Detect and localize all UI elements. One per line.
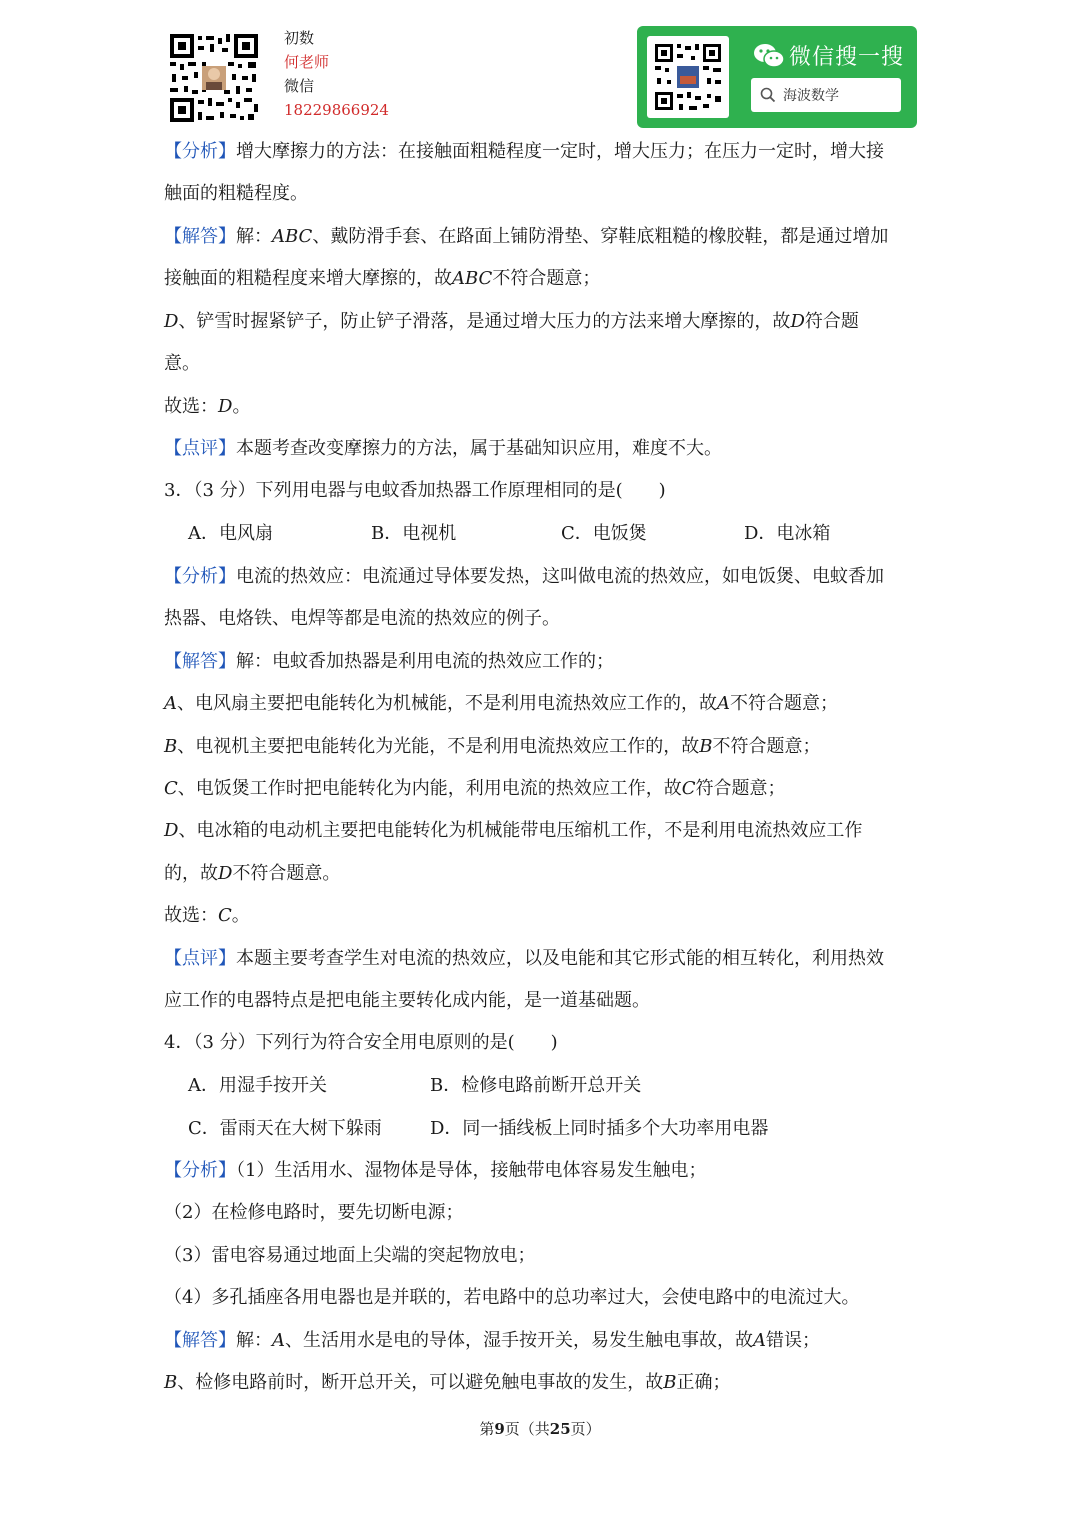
text: 的，故 [164, 863, 218, 884]
q3-stem: 3．（3 分）下列用电器与电蚊香加热器工作原理相同的是( ) [164, 480, 666, 501]
wechat-search-input[interactable] [751, 78, 901, 112]
text: 不符合题意。 [232, 863, 341, 884]
q3-answer-d-line-1 [164, 818, 862, 844]
text: 、铲雪时握紧铲子，防止铲子滑落，是通过增大压力的方法来增大摩擦的，故 [178, 311, 791, 332]
math-var: B [663, 1372, 677, 1393]
math-var: C [164, 778, 178, 799]
wechat-icon [753, 42, 785, 70]
math-var: D [218, 863, 233, 884]
math-var: A [753, 1330, 766, 1351]
q4-analysis-line-3: （3）雷电容易通过地面上尖端的突起物放电； [164, 1245, 536, 1266]
footer-text: 第 [479, 1420, 495, 1438]
math-var: B [699, 736, 713, 757]
q3-option-d: D．电冰箱 [744, 523, 831, 544]
q4-option-d: D．同一插线板上同时插多个大功率用电器 [430, 1118, 769, 1139]
q2-analysis-line-1 [164, 139, 884, 165]
q4-option-b: B．检修电路前断开总开关 [430, 1075, 642, 1096]
text: 错误； [766, 1330, 820, 1351]
text: 触面的粗糙程度。 [164, 183, 308, 204]
contact-phone: 18229866924 [284, 101, 389, 119]
q2-comment [164, 436, 722, 462]
text: 不符合题意； [712, 736, 821, 757]
math-var: D [790, 311, 805, 332]
q3-analysis-line-2: 热器、电烙铁、电焊等都是电流的热效应的例子。 [164, 608, 560, 629]
tag-answer: 【解答】 [164, 1330, 236, 1351]
text: 、电冰箱的电动机主要把电能转化为机械能带电压缩机工作，不是利用电流热效应工作 [178, 820, 863, 841]
text: 意。 [164, 353, 200, 374]
math-var: C [681, 778, 696, 799]
text: 。 [231, 905, 250, 926]
wechat-search-title [753, 40, 904, 71]
q4-stem: 4．（3 分）下列行为符合安全用电原则的是( ) [164, 1032, 558, 1053]
text: 符合题意； [695, 778, 786, 799]
text: 、戴防滑手套、在路面上铺防滑垫、穿鞋底粗糙的橡胶鞋，都是通过增加 [312, 226, 889, 247]
q3-answer-a [164, 691, 838, 717]
tag-analysis: 【分析】 [164, 1160, 236, 1181]
q3-answer-d-line-2 [164, 861, 340, 887]
text: （1）生活用水、湿物体是导体，接触带电体容易发生触电； [236, 1160, 707, 1181]
search-icon [760, 87, 776, 103]
q3-comment-line-1 [164, 946, 884, 972]
wechat-search-banner[interactable] [637, 26, 917, 128]
text: 解：电蚊香加热器是利用电流的热效应工作的； [236, 651, 614, 672]
text: 解： [236, 226, 272, 247]
q3-answer-line-1 [164, 649, 614, 675]
text: 本题考查改变摩擦力的方法，属于基础知识应用，难度不大。 [236, 438, 722, 459]
q4-answer-line-1 [164, 1328, 820, 1354]
math-var: D [164, 820, 179, 841]
q2-choose [164, 394, 250, 420]
math-var: A [164, 693, 177, 714]
tag-analysis: 【分析】 [164, 566, 236, 587]
text: 故选： [164, 396, 218, 417]
text: 。 [232, 396, 251, 417]
tag-comment: 【点评】 [164, 438, 236, 459]
q3-answer-c [164, 776, 786, 802]
tag-analysis: 【分析】 [164, 141, 236, 162]
math-var: D [218, 396, 233, 417]
math-var: A [272, 1330, 285, 1351]
text: 、生活用水是电的导体，湿手按开关，易发生触电事故，故 [285, 1330, 753, 1351]
contact-line-2: 何老师 [284, 53, 330, 71]
footer-text: 页） [570, 1420, 601, 1438]
text: 正确； [676, 1372, 731, 1393]
math-var: C [218, 905, 232, 926]
math-var: B [164, 1372, 178, 1393]
q2-analysis-line-2 [164, 181, 308, 207]
total-pages: 25 [549, 1420, 571, 1438]
q3-answer-b [164, 734, 820, 760]
text: 符合题 [804, 311, 859, 332]
q4-analysis-line-2: （2）在检修电路时，要先切断电源； [164, 1202, 464, 1223]
footer-text: 页（共 [504, 1420, 550, 1438]
math-var: B [164, 736, 178, 757]
contact-line-3: 微信 [284, 77, 315, 95]
text: 增大摩擦力的方法：在接触面粗糙程度一定时，增大压力；在压力一定时，增大接 [236, 141, 884, 162]
q3-option-c: C．电饭煲 [561, 523, 647, 544]
q4-option-a: A．用湿手按开关 [188, 1075, 327, 1096]
page-footer [0, 1418, 1080, 1439]
math-var: ABC [452, 268, 493, 289]
text: 电流的热效应：电流通过导体要发热，这叫做电流的热效应，如电饭煲、电蚊香加 [236, 566, 884, 587]
q2-answer-line-3 [164, 309, 859, 335]
tag-comment: 【点评】 [164, 948, 236, 969]
text: 不符合题意； [492, 268, 601, 289]
math-var: D [164, 311, 179, 332]
text: 、电视机主要把电能转化为光能，不是利用电流热效应工作的，故 [177, 736, 700, 757]
q3-comment-line-2: 应工作的电器特点是把电能主要转化成内能，是一道基础题。 [164, 990, 650, 1011]
math-var: A [717, 693, 730, 714]
q4-option-c: C．雷雨天在大树下躲雨 [188, 1118, 382, 1139]
tag-answer: 【解答】 [164, 651, 236, 672]
wechat-title-text: 微信搜一搜 [789, 45, 905, 70]
q2-answer-line-1 [164, 224, 888, 250]
math-var: ABC [272, 226, 313, 247]
contact-line-1: 初数 [284, 29, 315, 47]
text: 本题主要考查学生对电流的热效应，以及电能和其它形式能的相互转化，利用热效 [236, 948, 884, 969]
contact-info [284, 26, 389, 122]
q3-analysis-line-1 [164, 564, 884, 590]
q4-analysis-line-1 [164, 1158, 706, 1184]
text: 解： [236, 1330, 272, 1351]
text: 、电饭煲工作时把电能转化为内能，利用电流的热效应工作，故 [177, 778, 682, 799]
text: 、电风扇主要把电能转化为机械能，不是利用电流热效应工作的，故 [177, 693, 717, 714]
text: 、检修电路前时，断开总开关，可以避免触电事故的发生，故 [177, 1372, 664, 1393]
qr-code-contact [168, 32, 260, 124]
wechat-search-text: 海波数学 [783, 88, 839, 104]
q2-answer-line-2 [164, 266, 600, 292]
q2-answer-line-4 [164, 351, 200, 377]
text: 故选： [164, 905, 218, 926]
tag-answer: 【解答】 [164, 226, 236, 247]
page-number: 9 [494, 1420, 505, 1438]
text: 接触面的粗糙程度来增大摩擦的，故 [164, 268, 452, 289]
text: 不符合题意； [730, 693, 838, 714]
q4-answer-line-2 [164, 1370, 730, 1396]
q3-choose [164, 903, 250, 929]
q4-analysis-line-4: （4）多孔插座各用电器也是并联的，若电路中的总功率过大，会使电路中的电流过大。 [164, 1287, 860, 1308]
q3-option-a: A．电风扇 [188, 523, 273, 544]
qr-code-wechat [647, 36, 729, 118]
q3-option-b: B．电视机 [371, 523, 457, 544]
